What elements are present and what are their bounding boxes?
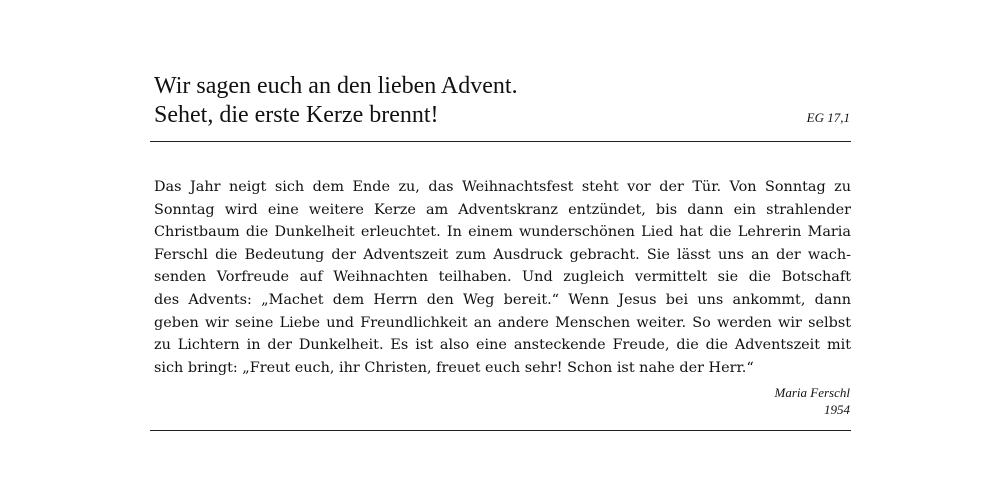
- attribution: [775, 384, 850, 418]
- verse-line-2: Sehet, die erste Kerze brennt!: [154, 102, 439, 128]
- top-divider: [150, 141, 851, 142]
- body-line-5: senden Vorfreude auf Weihnachten teilhaben. Und zugleich vermittelt sie die Botschaft: [154, 269, 851, 286]
- verse-reference: EG 17,1: [806, 110, 850, 125]
- verse-quote: [154, 72, 714, 130]
- body-line-6: des Advents: „Machet dem Herrn den Weg bereit.“ Wenn Jesus bei uns ankommt, dann: [154, 291, 851, 308]
- author-year: 1954: [824, 402, 850, 417]
- body-line-8: zu Lichtern in der Dunkelheit. Es ist also eine ansteckende Freude, die die Adventszeit mit: [154, 337, 851, 354]
- body-paragraph: [154, 176, 851, 379]
- body-line-1: Das Jahr neigt sich dem Ende zu, das Weihnachtsfest steht vor der Tür. Von Sonntag zu: [154, 179, 851, 195]
- author-name: Maria Ferschl: [774, 385, 850, 400]
- body-line-3: Christbaum die Dunkelheit erleuchtet. In einem wunderschönen Lied hat die Lehrerin Maria: [154, 224, 851, 241]
- bottom-divider: [150, 430, 851, 431]
- body-line-7: geben wir seine Liebe und Freundlichkeit an andere Menschen weiter. So werden wir selbst: [154, 314, 851, 331]
- body-line-9: sich bringt: „Freut euch, ihr Christen, freuet euch sehr! Schon ist nahe der Herr.“: [154, 359, 754, 376]
- body-line-2: Sonntag wird eine weitere Kerze am Adventskranz entzündet, bis dann ein strahlender: [154, 201, 851, 218]
- verse-line-1: Wir sagen euch an den lieben Advent.: [154, 73, 518, 99]
- body-line-4: Ferschl die Bedeutung der Adventszeit zum Ausdruck gebracht. Sie lässt uns an der wach-: [154, 246, 851, 263]
